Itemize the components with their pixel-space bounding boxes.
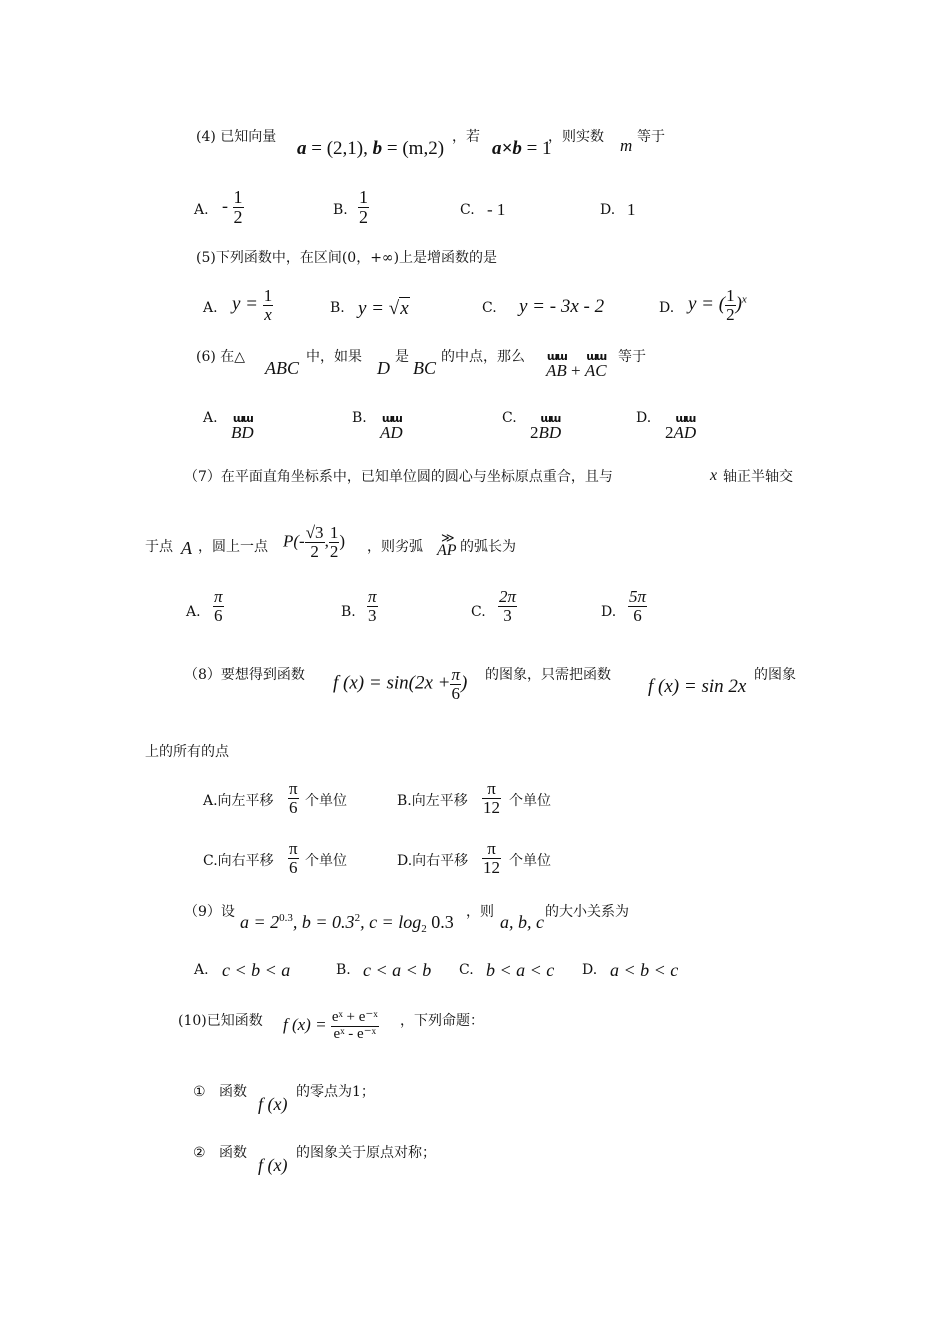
q8-option-d-label: D.向右平移 (397, 853, 469, 869)
q7-line2-pre: 于点 (145, 539, 173, 555)
q10-item2-tail: 的图象关于原点对称； (296, 1145, 436, 1161)
q9-option-d: a < b < c (610, 960, 679, 980)
q5-b-rad: x (400, 298, 409, 319)
q7-p-close: ) (339, 531, 345, 551)
q4-option-b (358, 188, 369, 227)
q7-option-b-label: B. (341, 604, 356, 620)
q10-item1-pre: 函数 (219, 1084, 247, 1100)
q8-a-den: 6 (289, 797, 298, 817)
q7-b-den: 3 (368, 605, 377, 625)
q4-cond-b: b (512, 138, 522, 159)
q7-p-den2: 2 (329, 541, 339, 561)
q9-option-b: c < a < b (363, 960, 432, 980)
q6-c-coef: 2 (530, 423, 539, 442)
q5-option-b-label: B. (330, 300, 345, 316)
q10-item1-tail: 的零点为1； (296, 1084, 375, 1100)
q4-vec-a: a (297, 138, 307, 159)
q10-function (283, 1010, 379, 1043)
q10-stem-text: (10)已知函数 (178, 1013, 263, 1029)
q5-d-frac (725, 287, 736, 324)
q10-tail: ，下列命题： (400, 1013, 484, 1029)
q9-a-expr: a = 2 (240, 912, 280, 932)
q8-option-a-label: A.向左平移 (203, 793, 274, 809)
q8-b-den: 12 (483, 797, 500, 817)
q6-triangle: ABC (265, 358, 299, 378)
q9-tail: 的大小关系为 (545, 904, 629, 920)
q4-cond-op: × (501, 138, 513, 159)
q6-option-a-label: A. (203, 410, 218, 426)
q9-stem-text: （9）设 (184, 904, 235, 920)
q7-line1: （7）在平面直角坐标系中，已知单位圆的圆心与坐标原点重合，且与 (184, 469, 613, 485)
q6-plus: + (571, 361, 581, 380)
q8-f1-num: π (451, 665, 460, 684)
q4-option-d: 1 (627, 200, 636, 219)
q7-line2-mid: ，圆上一点 (198, 539, 268, 555)
q9-option-a-label: A. (194, 962, 209, 978)
q8-function-1 (333, 666, 467, 703)
q5-option-c: y = - 3x - 2 (519, 296, 605, 317)
q4-b-num: 1 (359, 187, 368, 207)
q7-point-a: A (181, 538, 192, 558)
q8-f1-frac (450, 666, 461, 703)
q5-d-rp: ) (735, 293, 742, 315)
q6-option-d-label: D. (636, 410, 652, 426)
q6-option-c (530, 424, 561, 441)
q8-option-b-label: B.向左平移 (397, 793, 468, 809)
q6-vec-ab: ɯɯ AB (546, 362, 567, 379)
q7-p-comma: , (324, 531, 329, 551)
q4-vec-a-val: = (2,1), (311, 138, 368, 159)
q6-c-vec: ɯɯ BD (539, 424, 562, 441)
q4-option-c: - 1 (487, 200, 506, 219)
q7-option-c (498, 588, 517, 625)
q7-option-a (213, 588, 224, 625)
q8-b-num: π (482, 780, 501, 799)
q5-a-frac (263, 287, 274, 324)
q4-option-a-label: A. (194, 202, 209, 218)
q10-f-lhs: f (x) = (283, 1015, 327, 1035)
q8-line2: 上的所有的点 (145, 744, 229, 760)
q9-option-b-label: B. (336, 962, 351, 978)
q7-c-den: 3 (503, 605, 512, 625)
q6-option-a (231, 424, 254, 441)
q4-cond-a: a (492, 138, 502, 159)
q4-option-d-label: D. (600, 202, 616, 218)
q4-vec-b: b (372, 138, 383, 159)
q7-line2-tail: 的弧长为 (460, 539, 516, 555)
q4-b-den: 2 (359, 206, 368, 227)
q4-then: ，则实数 (548, 129, 604, 145)
q9-option-c: b < a < c (486, 960, 555, 980)
q5-option-b (358, 299, 410, 318)
q4-vec-b-val: = (m,2) (386, 138, 445, 159)
q4-a-sign: - (222, 195, 228, 216)
q5-a-num: 1 (263, 286, 273, 305)
q6-option-c-label: C. (502, 410, 517, 426)
q8-mid: 的图象，只需把函数 (485, 667, 611, 683)
q9-option-c-label: C. (459, 962, 474, 978)
q8-option-b-tail: 个单位 (509, 793, 551, 809)
q8-d-den: 12 (483, 857, 500, 877)
q6-option-b (380, 424, 403, 441)
q6-d-coef: 2 (665, 423, 674, 442)
q7-c-num: 2π (499, 587, 517, 606)
q6-option-d (665, 424, 696, 441)
q7-point-p (283, 524, 345, 561)
q4-cond-prefix: ，若 (452, 129, 480, 145)
q10-item1-function: f (x) (258, 1094, 288, 1114)
q7-option-b (367, 588, 378, 625)
q6-segment: BC (413, 358, 437, 378)
q10-item2-number: ② (193, 1145, 206, 1161)
q5-stem: (5)下列函数中，在区间(0，+∞)上是增函数的是 (196, 250, 498, 266)
q9-then: ，则 (466, 904, 494, 920)
q7-d-num: 5π (629, 587, 647, 606)
q4-a-num: 1 (233, 187, 243, 207)
q4-option-c-label: C. (460, 202, 475, 218)
q9-c-sub: 2 (421, 923, 427, 935)
q7-p-num1: √3 (305, 523, 324, 542)
q7-line2-then: ，则劣弧 (367, 539, 423, 555)
q6-mid1: 中，如果 (306, 349, 362, 365)
q7-p-open: P(- (283, 531, 305, 551)
q9-c-tail: 0.3 (426, 912, 454, 932)
q4-a-frac (233, 188, 244, 227)
q4-option-a (222, 188, 244, 227)
q8-option-c-tail: 个单位 (305, 853, 347, 869)
q5-a-den: x (264, 304, 272, 324)
q10-f-num: eˣ + e⁻ˣ (331, 1009, 378, 1025)
q5-a-lhs: y = (232, 293, 259, 315)
q4-var: m (620, 136, 633, 155)
q9-definitions (240, 913, 454, 935)
q4-stem-text: (4) 已知向量 (196, 129, 277, 145)
q4-a-den: 2 (233, 206, 243, 227)
q6-vector-sum (546, 362, 607, 379)
q8-option-d-frac (482, 840, 501, 877)
q9-option-d-label: D. (582, 962, 598, 978)
q5-b-lhs: y = (358, 298, 385, 319)
q5-d-exp: x (741, 293, 747, 306)
q5-option-a (232, 287, 273, 324)
q6-d-vec: ɯɯ AD (674, 424, 697, 441)
q8-option-c-label: C.向右平移 (203, 853, 274, 869)
arc-icon: ≫ (441, 530, 455, 545)
q6-stem-text: (6) 在△ (196, 349, 246, 365)
q4-option-b-label: B. (333, 202, 348, 218)
q9-vars: a, b, c (500, 912, 544, 932)
q10-item2-pre: 函数 (219, 1145, 247, 1161)
q8-option-a-frac (288, 780, 299, 817)
q9-b-expr: , b = 0.3 (292, 912, 355, 932)
q7-a-num: π (214, 587, 223, 606)
q7-p-frac1 (305, 524, 325, 561)
q8-option-a-tail: 个单位 (305, 793, 347, 809)
q8-option-c-frac (288, 840, 299, 877)
q7-line1-tail: 轴正半轴交 (723, 469, 793, 485)
q10-item1-number: ① (193, 1084, 206, 1100)
q6-mid3: 的中点，那么 (441, 349, 525, 365)
q7-arc (437, 530, 457, 559)
q7-arc-label: AP (437, 542, 457, 559)
q5-option-d (688, 287, 747, 324)
q5-d-num: 1 (726, 286, 735, 305)
q9-b-exp: 2 (354, 912, 361, 924)
q7-p-den1: 2 (310, 541, 319, 561)
q5-option-a-label: A. (203, 300, 218, 316)
q10-item2-function: f (x) (258, 1155, 288, 1175)
q6-tail: 等于 (618, 349, 646, 365)
q8-a-num: π (289, 779, 298, 798)
q7-option-d (628, 588, 647, 625)
q7-d-den: 6 (633, 605, 642, 625)
q5-d-lhs: y = ( (688, 293, 726, 315)
q7-b-num: π (368, 587, 377, 606)
q7-option-a-label: A. (186, 604, 201, 620)
q9-c-expr: , c = log (360, 912, 422, 932)
q8-tail: 的图象 (754, 667, 796, 683)
q4-cond-rhs: = 1 (526, 138, 552, 159)
q8-d-num: π (482, 840, 501, 859)
q7-option-c-label: C. (471, 604, 486, 620)
q4-condition (492, 139, 552, 158)
q4-vectors (297, 139, 444, 158)
q4-b-frac (358, 188, 369, 227)
q6-mid2: 是 (395, 349, 409, 365)
sqrt-icon: √ (388, 298, 400, 319)
q10-f-den: eˣ - e⁻ˣ (333, 1025, 376, 1042)
q8-f1-rp: ) (460, 672, 468, 694)
q7-p-num2: 1 (329, 523, 339, 542)
q8-f1-den: 6 (451, 683, 460, 703)
q6-option-b-label: B. (352, 410, 367, 426)
q8-c-den: 6 (289, 857, 298, 877)
q10-f-frac (331, 1010, 379, 1043)
q4-tail: 等于 (637, 129, 665, 145)
q7-a-den: 6 (214, 605, 223, 625)
q7-axis: x (710, 467, 718, 484)
q6-point: D (377, 358, 390, 378)
q7-option-d-label: D. (601, 604, 617, 620)
q5-d-den: 2 (726, 304, 735, 324)
q8-option-d-tail: 个单位 (509, 853, 551, 869)
q6-vec-ac: ɯɯ AC (585, 362, 607, 379)
q6-a-vec: ɯɯ BD (231, 424, 254, 441)
q6-b-vec: ɯɯ AD (380, 424, 403, 441)
q9-option-a: c < b < a (222, 960, 291, 980)
q8-function-2: f (x) = sin 2x (648, 676, 747, 697)
q5-option-d-label: D. (659, 300, 675, 316)
q5-option-c-label: C. (482, 300, 497, 316)
q9-a-exp: 0.3 (279, 912, 293, 924)
q8-option-b-frac (482, 780, 501, 817)
q8-f1-lhs: f (x) = sin(2x + (333, 672, 451, 694)
q8-c-num: π (289, 839, 298, 858)
q8-stem-text: （8）要想得到函数 (184, 667, 305, 683)
q7-p-frac2 (329, 524, 340, 561)
